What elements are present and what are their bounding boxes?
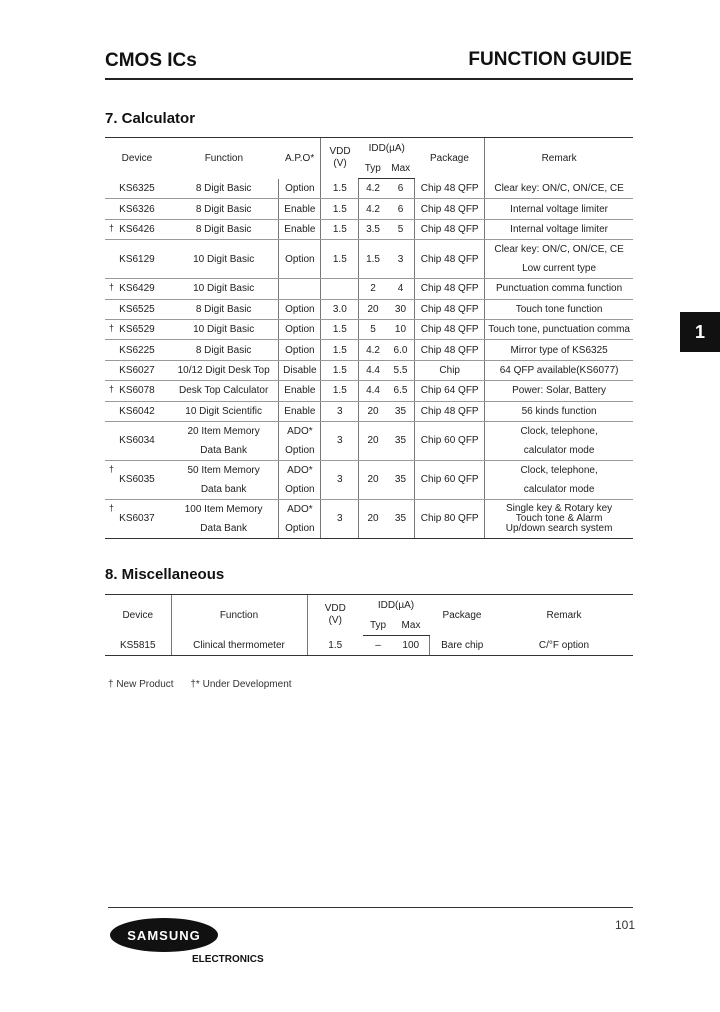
remark-line: Single key & Rotary key (506, 502, 613, 514)
apo-line: Option (285, 522, 315, 534)
package-cell: Chip (415, 360, 485, 380)
function-cell: 10 Digit Scientific (169, 401, 279, 421)
typ-cell: 4.4 (359, 381, 387, 401)
table-row (105, 636, 633, 656)
remark-cell: Internal voltage limiter (485, 199, 633, 219)
remark-line: calculator mode (523, 483, 595, 495)
remark-cell: Touch tone, punctuation comma (485, 319, 633, 339)
device-code: KS6034 (119, 435, 155, 447)
vdd-cell: 3.0 (321, 299, 359, 319)
apo-cell (279, 421, 321, 460)
apo-cell: Option (279, 179, 321, 199)
package-cell: Chip 64 QFP (415, 381, 485, 401)
remark-cell: Touch tone function (485, 299, 633, 319)
typ-cell: 20 (359, 421, 387, 460)
header-vdd-unit: (V) (333, 158, 347, 170)
function-cell: 8 Digit Basic (169, 219, 279, 239)
device-cell (105, 421, 169, 460)
package-cell: Chip 48 QFP (415, 199, 485, 219)
remark-cell (485, 421, 633, 460)
apo-cell: Disable (279, 360, 321, 380)
remark-cell (485, 460, 633, 499)
vdd-cell: 1.5 (321, 319, 359, 339)
max-cell: 35 (387, 499, 415, 538)
remark-cell: Punctuation comma function (485, 279, 633, 299)
apo-cell: Option (279, 319, 321, 339)
device-code: KS6037 (119, 513, 155, 525)
package-cell: Chip 48 QFP (415, 319, 485, 339)
max-cell: 5.5 (387, 360, 415, 380)
device-cell (105, 401, 169, 421)
apo-cell: Enable (279, 401, 321, 421)
typ-cell: 1.5 (359, 240, 387, 279)
table-row (105, 460, 633, 499)
header-vdd (321, 138, 359, 179)
logo-subtitle: ELECTRONICS (192, 954, 264, 965)
header-idd: IDD(µA) (359, 138, 415, 159)
misc-header-row-1 (105, 595, 633, 616)
device-code: KS6426 (119, 223, 155, 235)
dagger-mark: † (109, 282, 115, 293)
footer-rule (108, 907, 633, 908)
header-vdd-label: VDD (324, 603, 346, 615)
device-code: KS6042 (119, 405, 155, 417)
remark-line: Low current type (522, 263, 597, 275)
table-row (105, 360, 633, 380)
header-vdd-label: VDD (329, 146, 351, 158)
function-cell: 10/12 Digit Desk Top (169, 360, 279, 380)
header-rule (105, 78, 633, 80)
typ-cell: 20 (359, 499, 387, 538)
max-cell: 6.5 (387, 381, 415, 401)
package-cell: Chip 48 QFP (415, 279, 485, 299)
typ-cell: 4.2 (359, 179, 387, 199)
apo-cell: Option (279, 299, 321, 319)
vdd-cell: 1.5 (321, 360, 359, 380)
dagger-mark: † (109, 222, 115, 233)
function-cell (169, 421, 279, 460)
device-cell (105, 279, 169, 299)
typ-cell: 4.4 (359, 360, 387, 380)
device-cell (105, 319, 169, 339)
max-cell: 35 (387, 460, 415, 499)
vdd-cell: 3 (321, 401, 359, 421)
header-function: Function (171, 595, 307, 636)
device-cell (105, 340, 169, 360)
remark-cell: Mirror type of KS6325 (485, 340, 633, 360)
dagger-mark: † (109, 322, 115, 333)
header-typ: Typ (363, 615, 393, 636)
function-cell: 10 Digit Basic (169, 279, 279, 299)
remark-line: Touch tone & Alarm (515, 512, 603, 524)
typ-cell: 2 (359, 279, 387, 299)
apo-cell: Enable (279, 199, 321, 219)
header-package: Package (415, 138, 485, 179)
package-cell: Chip 48 QFP (415, 179, 485, 199)
misc-section-title: 8. Miscellaneous (105, 566, 225, 583)
function-line: Data Bank (200, 444, 247, 456)
apo-cell (279, 279, 321, 299)
header-device: Device (105, 595, 171, 636)
remark-cell: Clear key: ON/C, ON/CE, CE (485, 179, 633, 199)
table-row (105, 401, 633, 421)
header-remark: Remark (485, 138, 633, 179)
header-remark: Remark (495, 595, 633, 636)
device-code: KS6027 (119, 364, 155, 376)
remark-line: Clock, telephone, (520, 464, 598, 476)
max-cell: 100 (393, 636, 429, 656)
calculator-header-row-1 (105, 138, 633, 159)
max-cell: 10 (387, 319, 415, 339)
remark-cell: C/°F option (495, 636, 633, 656)
header-device: Device (105, 138, 169, 179)
package-cell: Chip 48 QFP (415, 340, 485, 360)
apo-cell (279, 499, 321, 538)
typ-cell: 4.2 (359, 199, 387, 219)
header-max: Max (393, 615, 429, 636)
note-under-development: †* Under Development (190, 679, 292, 690)
device-cell (105, 460, 169, 499)
table-row (105, 499, 633, 538)
device-code: KS6078 (119, 385, 155, 397)
device-cell (105, 179, 169, 199)
footnotes (108, 679, 306, 690)
apo-line: Option (285, 444, 315, 456)
function-cell: 8 Digit Basic (169, 299, 279, 319)
vdd-cell: 1.5 (321, 179, 359, 199)
vdd-cell: 1.5 (321, 240, 359, 279)
remark-line: Clear key: ON/C, ON/CE, CE (494, 244, 624, 256)
header-typ: Typ (359, 158, 387, 179)
function-cell: 8 Digit Basic (169, 179, 279, 199)
function-cell: 8 Digit Basic (169, 340, 279, 360)
max-cell: 35 (387, 401, 415, 421)
max-cell: 3 (387, 240, 415, 279)
header-section-title: CMOS ICs (105, 50, 197, 71)
calculator-section-title: 7. Calculator (105, 110, 196, 127)
device-code: KS6529 (119, 324, 155, 336)
dagger-mark: † (109, 384, 115, 395)
apo-cell: Enable (279, 219, 321, 239)
remark-cell: 56 kinds function (485, 401, 633, 421)
vdd-cell: 1.5 (321, 199, 359, 219)
typ-cell: 20 (359, 401, 387, 421)
remark-cell: 64 QFP available(KS6077) (485, 360, 633, 380)
device-cell (105, 499, 169, 538)
device-cell (105, 360, 169, 380)
function-line: Data bank (200, 483, 247, 495)
table-row (105, 381, 633, 401)
apo-line: ADO* (287, 503, 313, 515)
function-cell (169, 460, 279, 499)
remark-cell (485, 240, 633, 279)
device-code: KS6129 (119, 253, 155, 265)
header-vdd (307, 595, 363, 636)
package-cell: Chip 60 QFP (415, 421, 485, 460)
package-cell: Chip 48 QFP (415, 299, 485, 319)
package-cell: Chip 48 QFP (415, 219, 485, 239)
function-line: 20 Item Memory (187, 425, 260, 437)
header-max: Max (387, 158, 415, 179)
typ-cell: 5 (359, 319, 387, 339)
table-row (105, 279, 633, 299)
package-cell: Chip 48 QFP (415, 401, 485, 421)
apo-cell (279, 460, 321, 499)
function-cell: Clinical thermometer (171, 636, 307, 656)
chapter-tab: 1 (680, 312, 720, 352)
header-package: Package (429, 595, 495, 636)
typ-cell: 20 (359, 460, 387, 499)
apo-cell: Option (279, 240, 321, 279)
max-cell: 35 (387, 421, 415, 460)
typ-cell: 20 (359, 299, 387, 319)
device-cell (105, 381, 169, 401)
dagger-mark: † (109, 463, 115, 474)
function-line: 100 Item Memory (184, 503, 263, 515)
max-cell: 30 (387, 299, 415, 319)
device-cell (105, 240, 169, 279)
max-cell: 6.0 (387, 340, 415, 360)
table-row (105, 179, 633, 199)
function-cell: 10 Digit Basic (169, 319, 279, 339)
max-cell: 6 (387, 199, 415, 219)
typ-cell: 4.2 (359, 340, 387, 360)
remark-line: Clock, telephone, (520, 425, 598, 437)
note-new-product: † New Product (108, 679, 174, 690)
vdd-cell: 3 (321, 460, 359, 499)
vdd-cell (321, 279, 359, 299)
vdd-cell: 1.5 (321, 340, 359, 360)
apo-line: ADO* (287, 425, 313, 437)
device-code: KS6225 (119, 344, 155, 356)
dagger-mark: † (109, 502, 115, 513)
apo-cell: Option (279, 340, 321, 360)
remark-line: calculator mode (523, 444, 595, 456)
function-line: 50 Item Memory (187, 464, 260, 476)
package-cell: Chip 60 QFP (415, 460, 485, 499)
header-vdd-unit: (V) (328, 615, 342, 627)
header-idd: IDD(µA) (363, 595, 429, 616)
vdd-cell: 3 (321, 421, 359, 460)
device-code: KS6035 (119, 474, 155, 486)
table-row (105, 240, 633, 279)
function-cell: 10 Digit Basic (169, 240, 279, 279)
remark-cell (485, 499, 633, 538)
max-cell: 4 (387, 279, 415, 299)
function-cell (169, 499, 279, 538)
header-guide-title: FUNCTION GUIDE (468, 49, 632, 70)
remark-cell: Internal voltage limiter (485, 219, 633, 239)
device-cell (105, 199, 169, 219)
vdd-cell: 3 (321, 499, 359, 538)
typ-cell: 3.5 (359, 219, 387, 239)
device-cell (105, 219, 169, 239)
apo-cell: Enable (279, 381, 321, 401)
table-row (105, 199, 633, 219)
device-code: KS6325 (119, 182, 155, 194)
header-apo: A.P.O* (279, 138, 321, 179)
package-cell: Chip 80 QFP (415, 499, 485, 538)
vdd-cell: 1.5 (321, 381, 359, 401)
misc-table (105, 594, 633, 656)
device-code: KS6326 (119, 203, 155, 215)
table-row (105, 319, 633, 339)
device-code: KS6429 (119, 283, 155, 295)
vdd-cell: 1.5 (321, 219, 359, 239)
page-number: 101 (615, 918, 636, 932)
max-cell: 6 (387, 179, 415, 199)
vdd-cell: 1.5 (307, 636, 363, 656)
function-line: Data Bank (200, 522, 247, 534)
table-row (105, 421, 633, 460)
header-function: Function (169, 138, 279, 179)
table-row (105, 340, 633, 360)
device-cell (105, 299, 169, 319)
package-cell: Bare chip (429, 636, 495, 656)
typ-cell: – (363, 636, 393, 656)
samsung-logo: SAMSUNG (110, 918, 218, 952)
remark-line: Up/down search system (505, 522, 613, 534)
calculator-table (105, 137, 633, 539)
function-cell: Desk Top Calculator (169, 381, 279, 401)
max-cell: 5 (387, 219, 415, 239)
device-cell: KS5815 (105, 636, 171, 656)
apo-line: ADO* (287, 464, 313, 476)
device-code: KS6525 (119, 303, 155, 315)
table-row (105, 219, 633, 239)
table-row (105, 299, 633, 319)
remark-cell: Power: Solar, Battery (485, 381, 633, 401)
function-cell: 8 Digit Basic (169, 199, 279, 219)
apo-line: Option (285, 483, 315, 495)
package-cell: Chip 48 QFP (415, 240, 485, 279)
